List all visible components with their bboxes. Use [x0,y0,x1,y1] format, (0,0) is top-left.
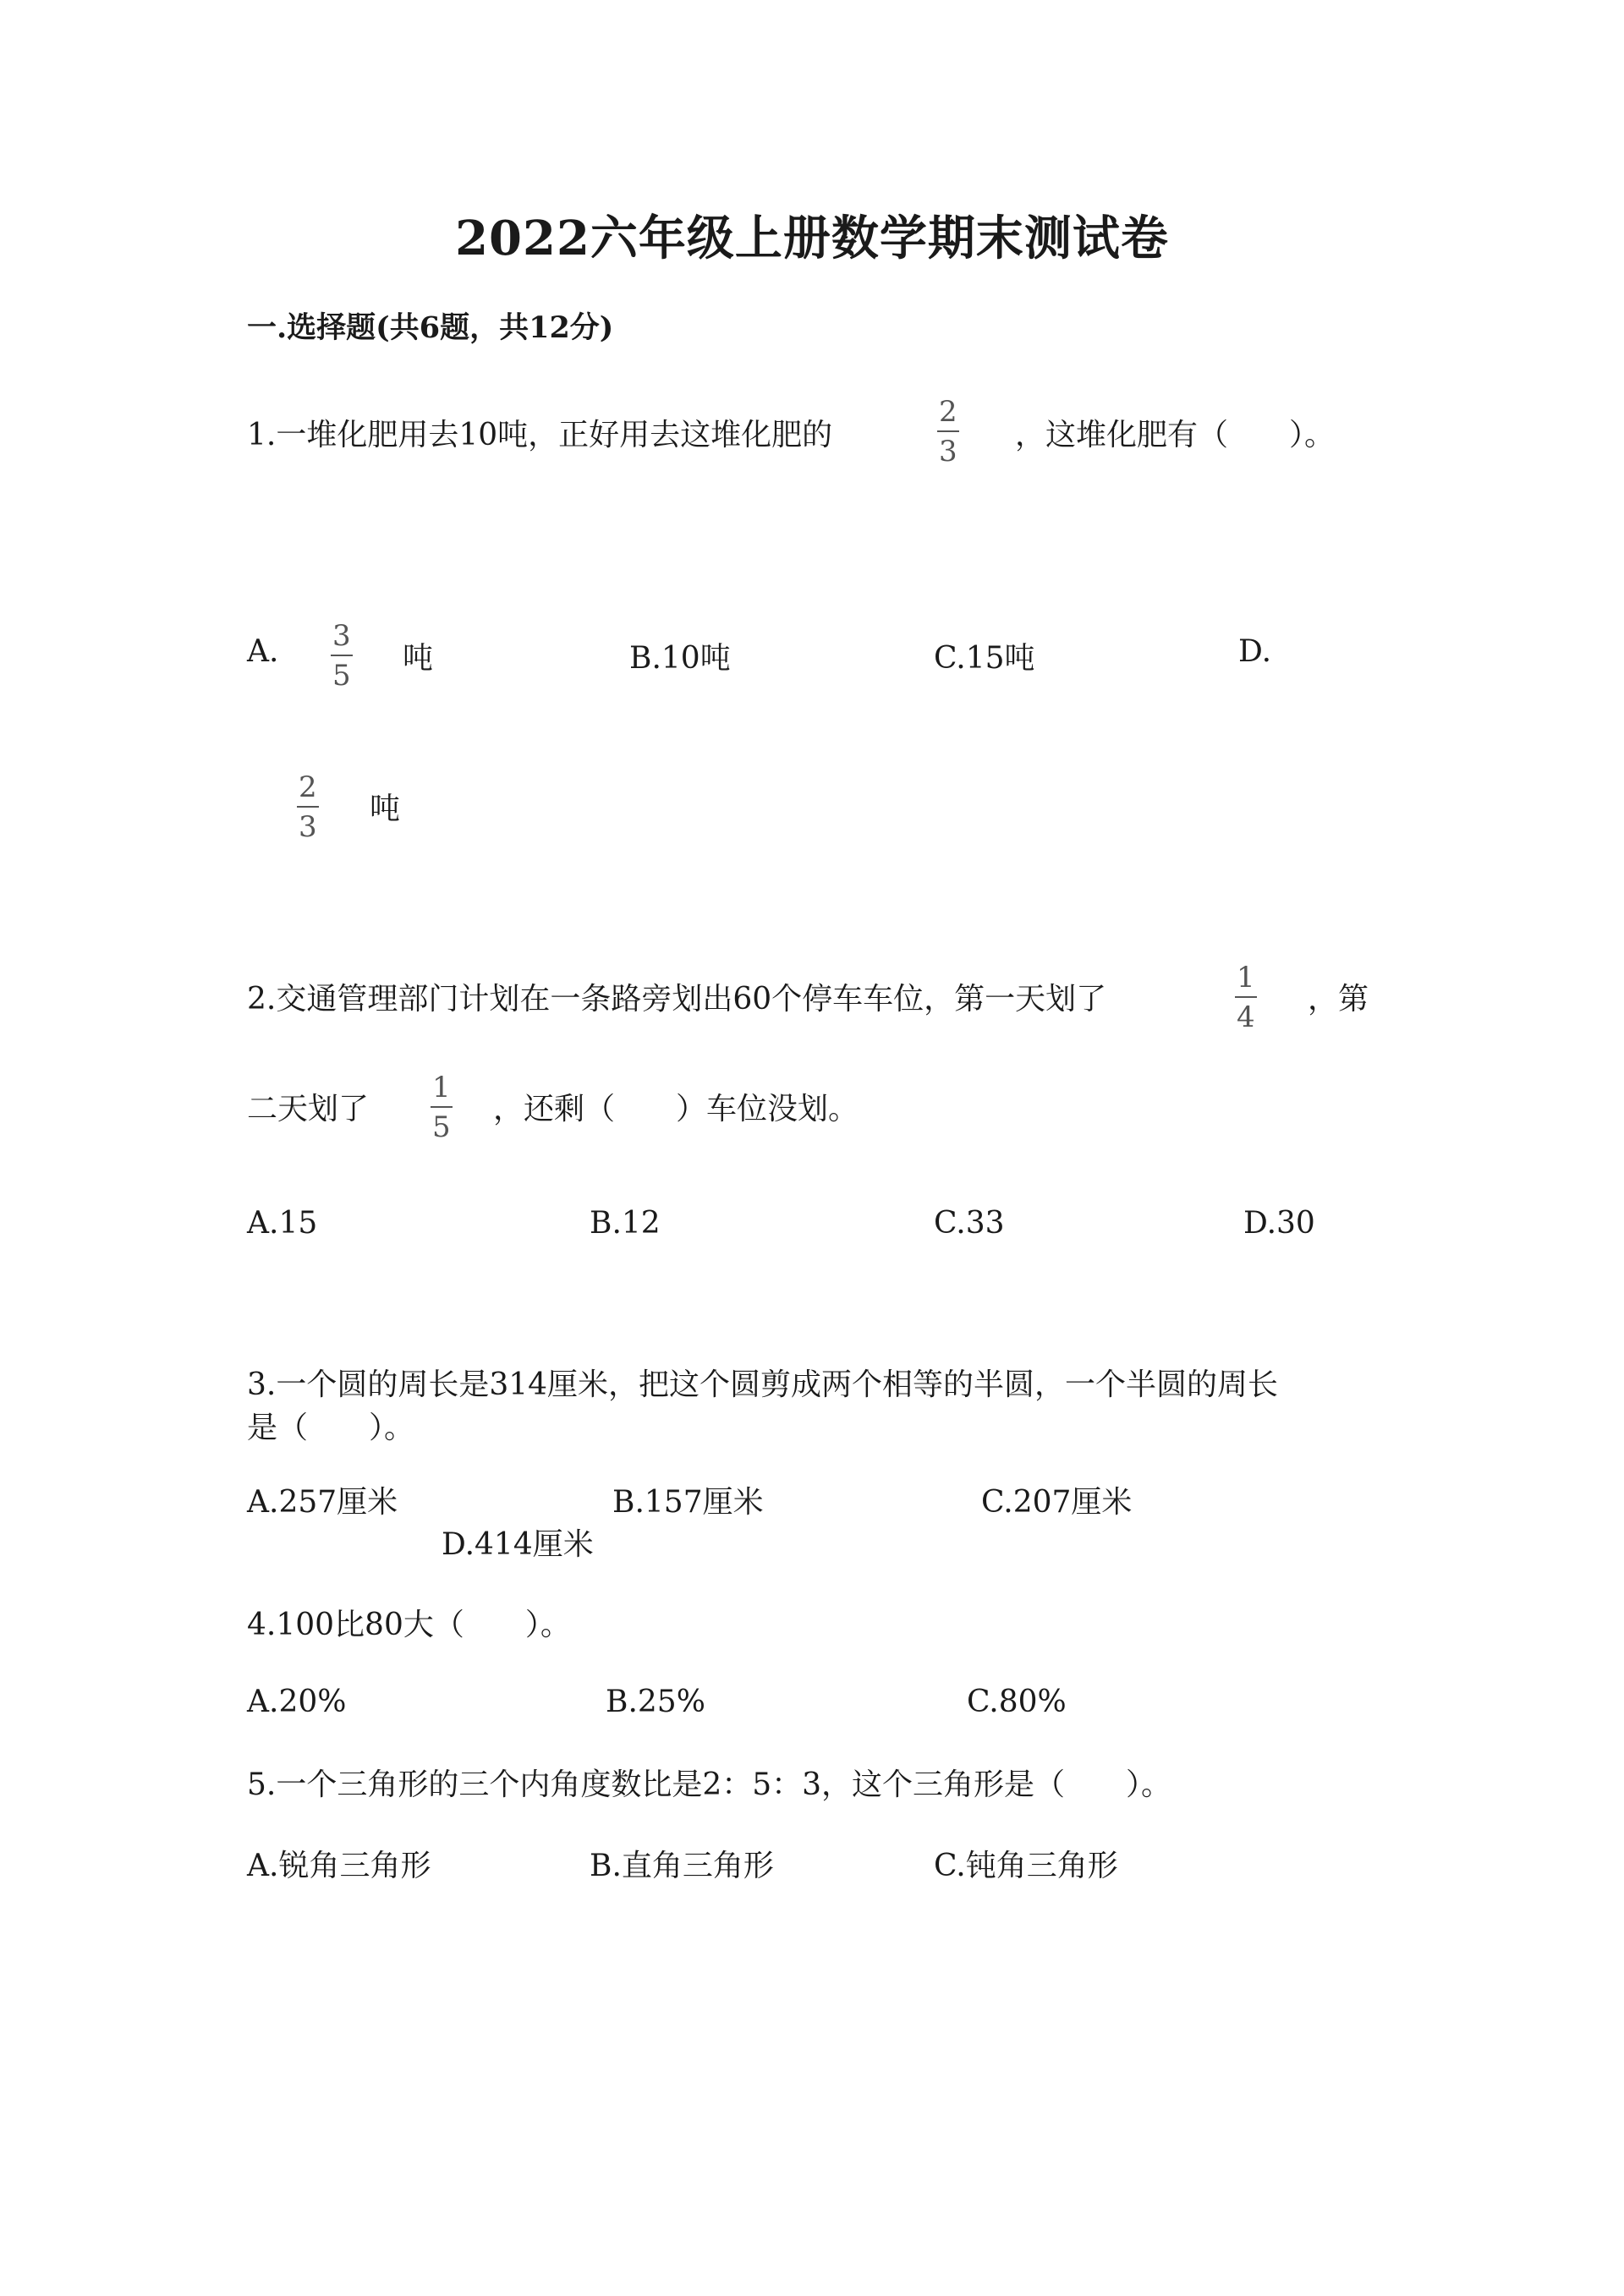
fraction-bar [1235,996,1257,998]
fraction-denominator: 4 [1237,1000,1255,1034]
question-1-option-d-label: D. [1238,634,1272,669]
question-5-option-b: B.直角三角形 [590,1849,774,1883]
fraction-denominator: 5 [432,1110,451,1144]
question-3-option-b: B.157厘米 [612,1485,764,1520]
question-1-option-d-unit: 吨 [370,792,401,826]
question-1-fraction [937,395,959,469]
question-1-option-a-unit: 吨 [403,641,434,676]
question-2-option-a: A.15 [247,1206,318,1241]
question-4-option-c: C.80% [967,1685,1067,1719]
question-1-option-d-fraction [297,770,319,844]
question-2-option-b: B.12 [590,1206,661,1241]
question-1-option-b: B.10吨 [629,641,731,676]
question-2-text-end: ，还剩（ ）车位没划。 [493,1092,859,1126]
question-1-option-a-fraction [331,619,353,693]
fraction-bar [431,1106,453,1108]
fraction-bar [331,655,353,656]
question-5-option-c: C.钝角三角形 [934,1849,1118,1883]
question-4-text: 4.100比80大（ ）。 [247,1608,571,1642]
fraction-denominator: 3 [299,810,317,844]
question-2-text-start: 2.交通管理部门计划在一条路旁划出60个停车车位，第一天划了 [247,982,1107,1016]
question-2-option-d: D.30 [1243,1206,1315,1241]
fraction-numerator: 2 [939,395,957,429]
fraction-numerator: 1 [1237,961,1255,995]
section-heading: 一.选择题(共6题，共12分) [247,310,614,345]
fraction-denominator: 3 [939,435,957,469]
fraction-numerator: 3 [332,619,351,653]
question-4-option-b: B.25% [606,1685,705,1719]
question-3-text-line2: 是（ ）。 [247,1411,415,1445]
fraction-denominator: 5 [332,659,351,693]
fraction-bar [297,806,319,808]
question-5-option-a: A.锐角三角形 [247,1849,431,1883]
fraction-numerator: 2 [299,770,317,804]
question-1-text-end: ，这堆化肥有（ ）。 [1015,418,1336,452]
question-4-option-a: A.20% [247,1685,347,1719]
question-2-fraction-1 [1235,963,1257,1032]
question-2-fraction-2 [431,1073,453,1142]
fraction-bar [937,430,959,432]
question-2-text-mid: ，第 [1308,982,1369,1016]
question-3-text-line1: 3.一个圆的周长是314厘米，把这个圆剪成两个相等的半圆，一个半圆的周长 [247,1367,1279,1402]
question-5-text: 5.一个三角形的三个内角度数比是2：5：3，这个三角形是（ ）。 [247,1767,1172,1802]
question-3-option-a: A.257厘米 [247,1485,398,1520]
fraction-numerator: 1 [432,1071,451,1104]
page-title: 2022六年级上册数学期末测试卷 [455,211,1169,266]
question-2-option-c: C.33 [934,1206,1005,1241]
question-1-text-start: 1.一堆化肥用去10吨，正好用去这堆化肥的 [247,418,833,452]
question-3-option-c: C.207厘米 [981,1485,1133,1520]
question-1-option-a-label: A. [247,634,279,669]
question-3-option-d: D.414厘米 [442,1527,594,1562]
question-2-text-line2: 二天划了 [247,1092,370,1126]
question-1-option-c: C.15吨 [934,641,1035,676]
